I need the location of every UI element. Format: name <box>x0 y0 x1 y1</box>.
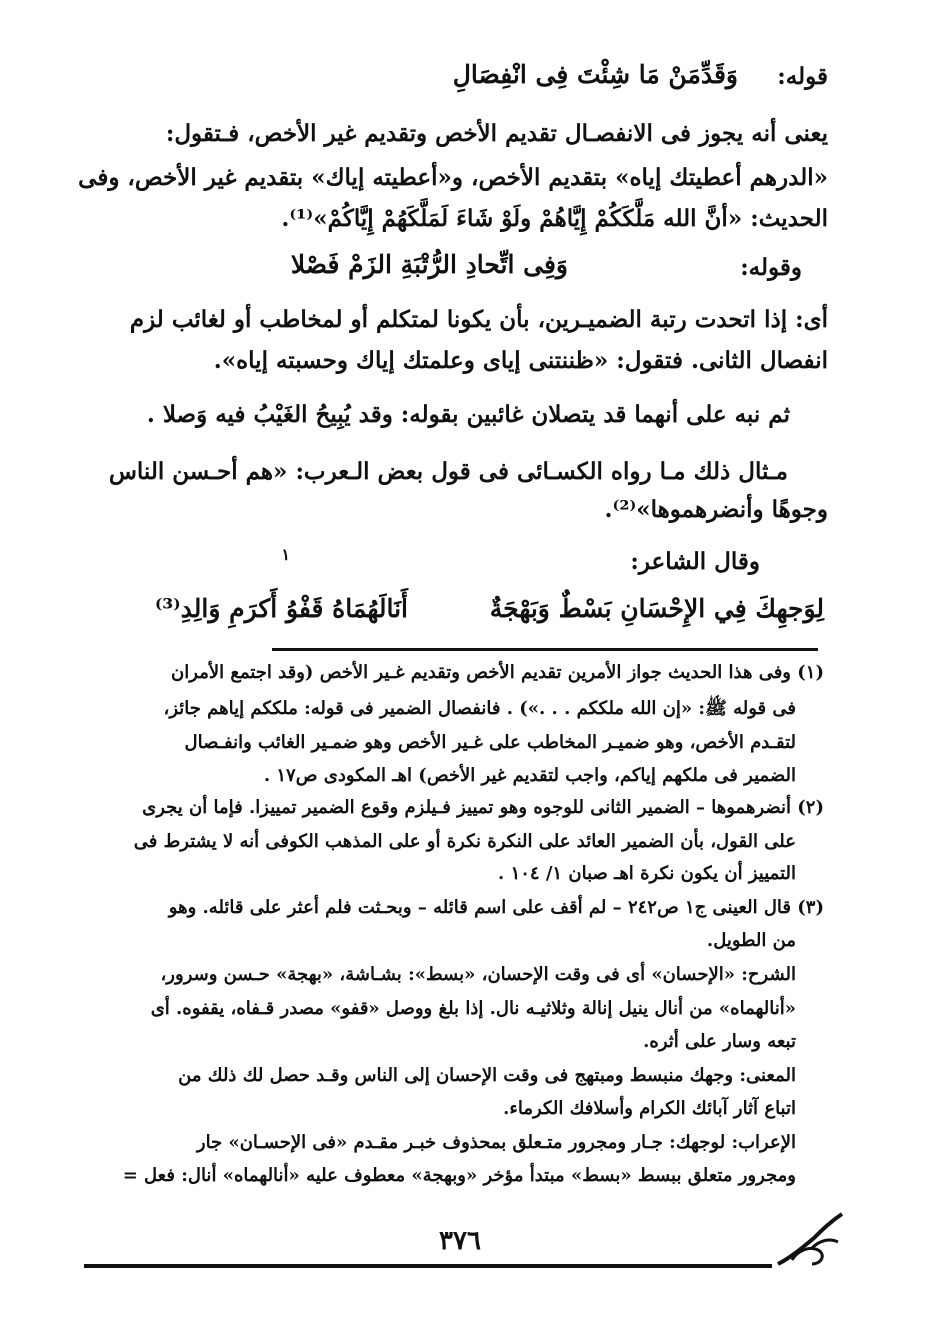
page-number: ٣٧٦ <box>439 1226 481 1256</box>
verse-line: وَفِى اتِّحادِ الرُّتْبَةِ الزَمْ فَصْلا <box>290 250 568 279</box>
paragraph-line: الحديث: «أنَّ الله مَلَّكَكُمْ إِيَّاهُمْ ولَوْ شَاءَ لَمَلَّكَهُمْ إِيَّاكُمْ»⁽¹⁾. <box>281 205 828 232</box>
footnote-line: فى قوله ﷺ: «إن الله ملككم . . .») . فانفصال الضمير فى قوله: ملككم إياهم جائز، <box>163 698 796 719</box>
bottom-rule <box>84 1264 772 1268</box>
footnote-line: (١) وفى هذا الحديث جواز الأمرين تقديم الأخص وتقديم غـير الأخص (وقد اجتمع الأمران <box>171 662 824 683</box>
header-verse: وَقَدِّمَنْ مَا شِئْتَ فِى انْفِصَالِ <box>452 60 738 89</box>
poem-hemistich-1: لِوَجهِكَ فِي الإِحْسَانِ بَسْطٌ وَبَهْجَةٌ <box>489 594 824 623</box>
paragraph-line: يعنى أنه يجوز فى الانفصـال تقديم الأخص وتقديم غير الأخص، فـتقول: <box>165 120 828 147</box>
footnote-separator <box>272 648 818 651</box>
paragraph-line: وجوهًا وأنضرهموها»⁽²⁾. <box>604 496 828 523</box>
header-label: قوله: <box>777 63 828 90</box>
paragraph-line: ثم نبه على أنهما قد يتصلان غائبين بقوله: وقد يُبِيحُ الغَيْبُ فيه وَصلا . <box>146 401 790 428</box>
paragraph-line: انفصال الثانى. فتقول: «ظننتنى إياى وعلمتك إياك وحسبته إياه». <box>213 347 828 374</box>
sharh-line: «أنالهماه» من أنال ينيل إنالة وثلاثيـه نال. إذا بلغ ووصل «قفو» مصدر قـفاه، يقفوه. أى <box>150 998 796 1019</box>
paragraph-line: مـثال ذلك مـا رواه الكسـائى فى قول بعض الـعرب: «هم أحـسن الناس <box>108 458 788 485</box>
footnote-line: من الطويل. <box>706 930 796 951</box>
poem-mark: ١ <box>281 545 290 564</box>
poem-hemistich-2: أَنَالَهُمَاهُ قَفْوُ أَكرَمِ وَالِدِ⁽³⁾ <box>154 594 408 623</box>
footnote-line: (٢) أنضرهموها – الضمير الثانى للوجوه وهو تمييز فـيلزم وقوع الضمير تمييزا. فإما أن يجرى <box>142 797 824 818</box>
footnote-line: التمييز أن يكون نكرة اهـ صبان ١/ ١٠٤ . <box>498 863 796 884</box>
paragraph-line: أى: إذا اتحدت رتبة الضميـرين، بأن يكونا لمتكلم أو لمخاطب أو لغائب لزم <box>129 306 828 333</box>
paragraph-line: وقال الشاعر: <box>630 548 760 575</box>
maana-line: المعنى: وجهك منبسط ومبتهج فى وقت الإحسان إلى الناس وقـد حصل لك ذلك من <box>178 1065 796 1086</box>
irab-line: ومجرور متعلق ببسط «بسط» مبتدأ مؤخر «وبهجة» معطوف عليه «أنالهماه» أنال: فعل = <box>122 1165 796 1186</box>
footnote-line: على القول، بأن الضمير العائد على النكرة نكرة أو على المذهب الكوفى أنه لا يشترط فى <box>133 831 796 852</box>
maana-line: اتباع آثار آبائك الكرام وأسلافك الكرماء. <box>503 1098 796 1119</box>
sharh-line: تبعه وسار على أثره. <box>643 1031 796 1052</box>
footnote-line: (٣) قال العينى ج١ ص٢٤٢ – لم أقف على اسم قائله – وبحـثت فلم أعثر على قائله. وهو <box>168 897 824 918</box>
paragraph-line: «الدرهم أعطيتك إياه» بتقديم الأخص، و«أعطيته إياك» بتقديم غير الأخص، وفى <box>78 164 828 191</box>
ornament-icon <box>772 1208 852 1270</box>
sharh-line: الشرح: «الإحسان» أى فى وقت الإحسان، «بسط»: بشـاشة، «بهجة» حـسن وسرور، <box>160 964 796 985</box>
footnote-line: لتقـدم الأخص، وهو ضميـر المخاطب على غـير الأخص وهو ضمـير الغائب وانفـصال <box>184 732 796 753</box>
verse-label: وقوله: <box>740 254 802 281</box>
irab-line: الإعراب: لوجهك: جـار ومجرور متـعلق بمحذوف خبـر مقـدم «فى الإحسـان» جار <box>196 1132 796 1153</box>
footnote-line: الضمير فى ملكهم إياكم، واجب لتقديم غير الأخص) اهـ المكودى ص١٧ . <box>263 765 796 786</box>
